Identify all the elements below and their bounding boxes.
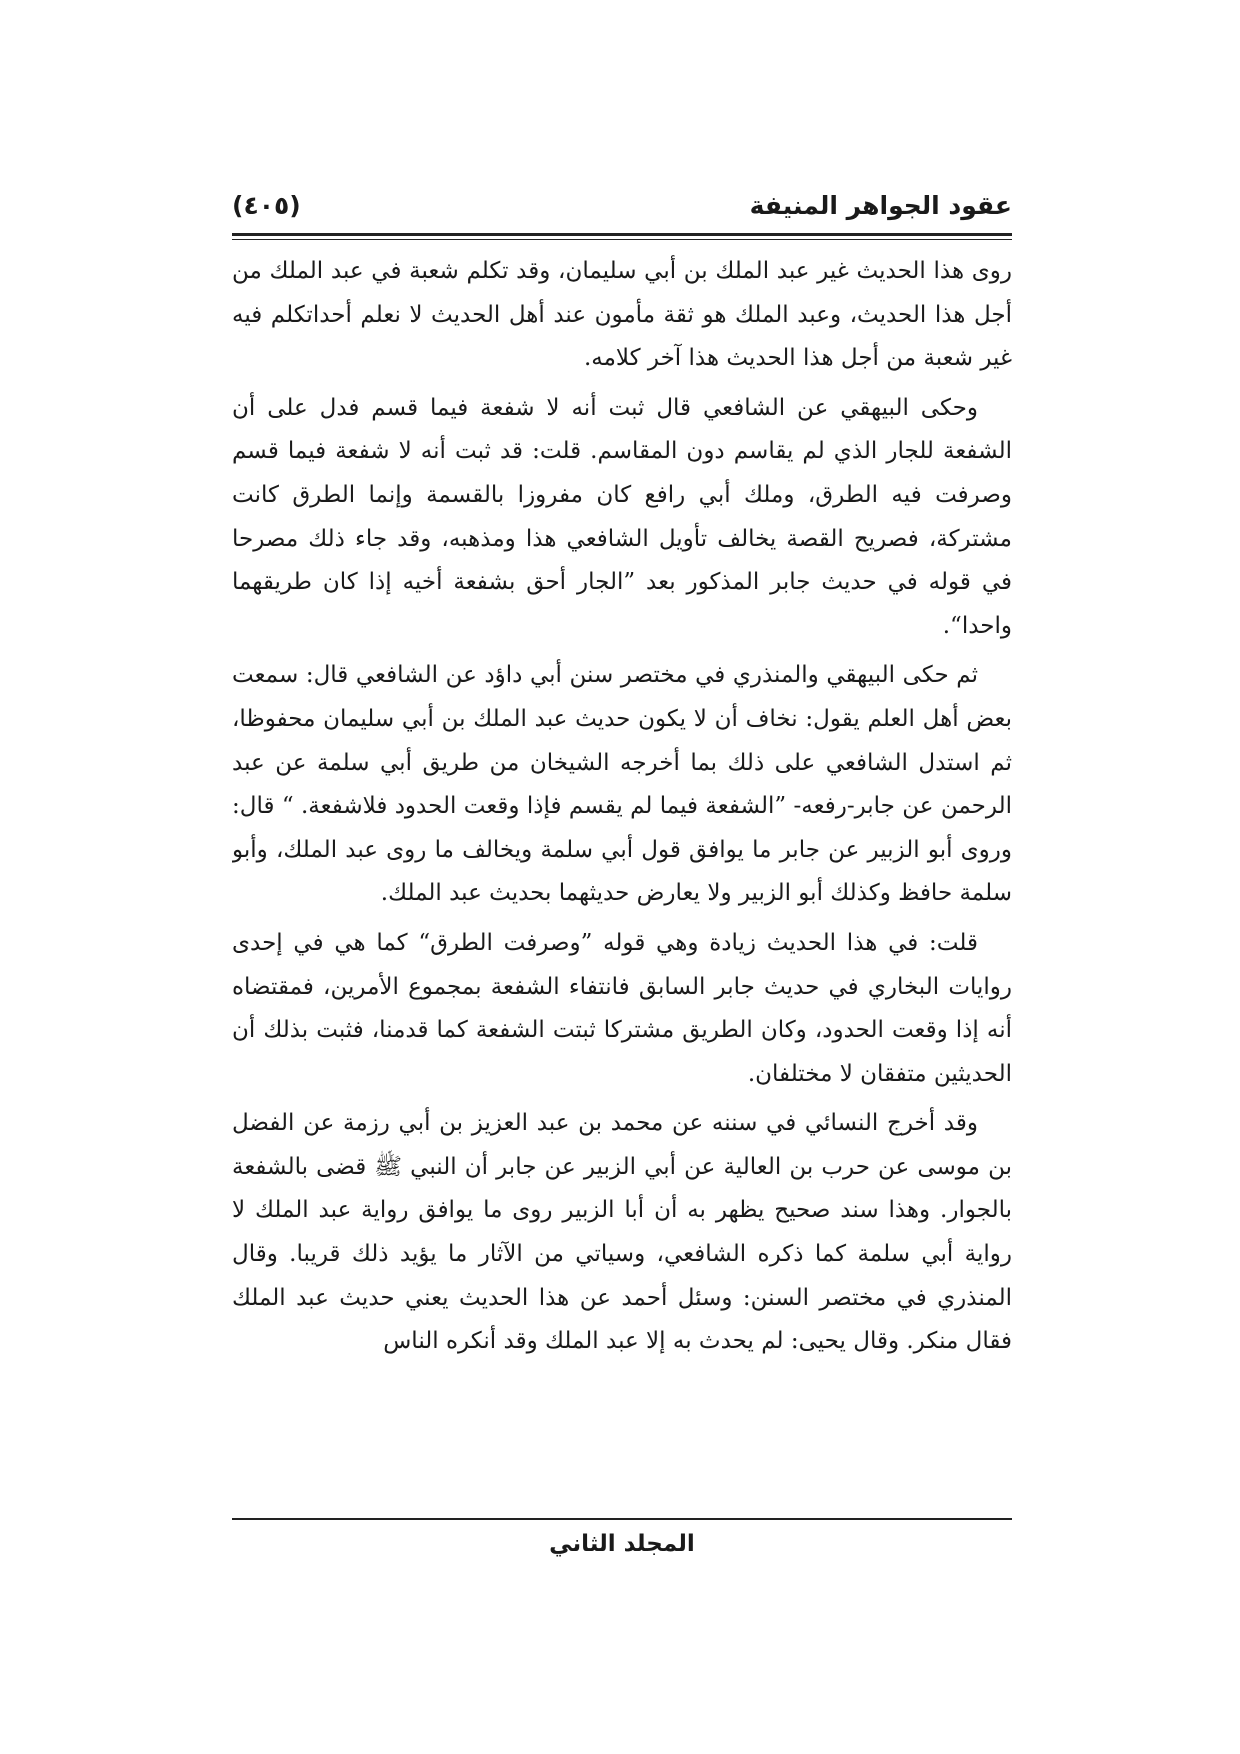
paragraph: ثم حكى البيهقي والمنذري في مختصر سنن أبي داؤد عن الشافعي قال: سمعت بعض أهل العلم يقول: نخاف أن لا يكون حديث عبد الملك بن أبي سليمان محفوظا، ثم استدل الشافعي على ذلك بما أخرجه الشيخان من طريق أبي سلمة عن عبد الرحمن عن جابر-رفعه- ”الشفعة فيما لم يقسم فإذا وقعت الحدود فلاشفعة. “ قال: وروى أبو الزبير عن جابر ما يوافق قول أبي سلمة ويخالف ما روى عبد الملك، وأبو سلمة حافظ وكذلك أبو الزبير ولا يعارض حديثهما بحديث عبد الملك. — [232, 662, 1012, 907]
header-rule-thick — [232, 233, 1012, 236]
page-body — [232, 250, 1012, 1512]
book-title: عقود الجواهر المنيفة — [749, 191, 1012, 220]
page-number: (٤٠٥) — [232, 191, 301, 220]
volume-footer: المجلد الثاني — [549, 1531, 695, 1557]
paragraph: وقد أخرج النسائي في سننه عن محمد بن عبد العزيز بن أبي رزمة عن الفضل بن موسى عن حرب بن العالية عن أبي الزبير عن جابر أن النبي ﷺ قضى بالشفعة بالجوار. وهذا سند صحيح يظهر به أن أبا الزبير روى ما يوافق رواية عبد الملك لا رواية أبي سلمة كما ذكره الشافعي، وسياتي من الآثار ما يؤيد ذلك قريبا. وقال المنذري في مختصر السنن: وسئل أحمد عن هذا الحديث يعني حديث عبد الملك فقال منكر. وقال يحيى: لم يحدث به إلا عبد الملك وقد أنكره الناس — [232, 1110, 1012, 1355]
page-header — [232, 188, 1012, 232]
paragraph: قلت: في هذا الحديث زيادة وهي قوله ”وصرفت الطرق“ كما هي في إحدى روايات البخاري في حديث جابر السابق فانتفاء الشفعة بمجموع الأمرين، فمقتضاه أنه إذا وقعت الحدود، وكان الطريق مشتركا ثبتت الشفعة كما قدمنا، فثبت بذلك أن الحديثين متفقان لا مختلفان. — [232, 929, 1012, 1087]
header-rule-thin — [232, 239, 1012, 240]
paragraph-continued: روى هذا الحديث غير عبد الملك بن أبي سليمان، وقد تكلم شعبة في عبد الملك من أجل هذا الحديث، وعبد الملك هو ثقة مأمون عند أهل الحديث لا نعلم أحداتكلم فيه غير شعبة من أجل هذا الحديث هذا آخر كلامه. — [232, 258, 1012, 372]
footer-rule — [232, 1518, 1012, 1520]
paragraph: وحكى البيهقي عن الشافعي قال ثبت أنه لا شفعة فيما قسم فدل على أن الشفعة للجار الذي لم يقاسم دون المقاسم. قلت: قد ثبت أنه لا شفعة فيما قسم وصرفت فيه الطرق، وملك أبي رافع كان مفروزا بالقسمة وإنما الطرق كانت مشتركة، فصريح القصة يخالف تأويل الشافعي هذا ومذهبه، وقد جاء ذلك مصرحا في قوله في حديث جابر المذكور بعد ”الجار أحق بشفعة أخيه إذا كان طريقهما واحدا“. — [232, 394, 1012, 639]
